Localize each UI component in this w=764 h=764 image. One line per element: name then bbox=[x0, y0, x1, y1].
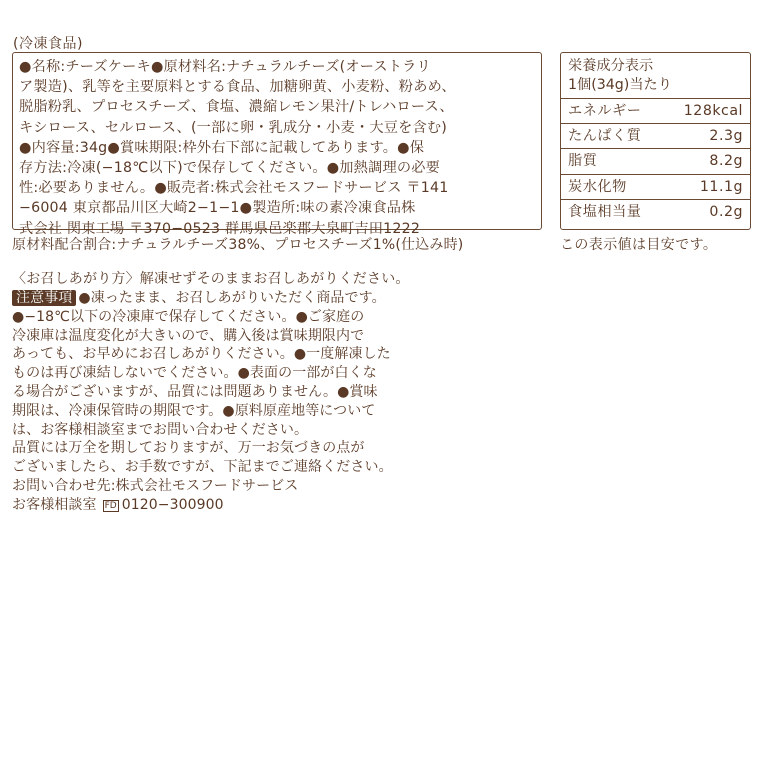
consultation-line bbox=[12, 496, 422, 515]
caution-line: は、お客様相談室までお問い合わせください。 bbox=[12, 421, 309, 438]
label-line: 式会社 関東工場 〒370−0523 群馬県邑楽郡大泉町吉田1222 bbox=[19, 220, 421, 237]
caution-line: ●−18℃以下の冷凍庫で保存してください。●ご家庭の bbox=[12, 308, 365, 325]
label-line: キシロース、セルロース、(一部に卵・乳成分・小麦・大豆を含む) bbox=[19, 119, 447, 136]
ingredient-ratio: 原材料配合割合:ナチュラルチーズ38%、プロセスチーズ1%(仕込み時) bbox=[12, 237, 464, 253]
nutrition-name: たんぱく質 bbox=[568, 128, 642, 145]
caution-first-line bbox=[12, 289, 422, 308]
label-line: ア製造)、乳等を主要原料とする食品、加糖卵黄、小麦粉、粉あめ、 bbox=[19, 79, 456, 96]
nutrition-value: 11.1g bbox=[699, 178, 743, 195]
label-line: ●内容量:34g●賞味期限:枠外右下部に記載してあります。●保 bbox=[19, 139, 425, 156]
nutrition-name: 脂質 bbox=[568, 153, 598, 170]
caution-line: る場合がございますが、品質には問題ありません。●賞味 bbox=[12, 383, 378, 400]
nutrition-header bbox=[561, 53, 750, 99]
product-label-box bbox=[12, 52, 542, 237]
nutrition-value: 128kcal bbox=[683, 103, 743, 119]
caution-line: 品質には万全を期しておりますが、万一お気づきの点が bbox=[12, 440, 365, 457]
nutrition-name: 食塩相当量 bbox=[568, 203, 642, 220]
nutrition-row-carbs bbox=[561, 175, 750, 200]
nutrition-value: 2.3g bbox=[709, 128, 743, 145]
caution-badge: 注意事項 bbox=[12, 290, 76, 306]
nutrition-name: 炭水化物 bbox=[568, 178, 627, 195]
nutrition-row-salt bbox=[561, 200, 750, 224]
caution-line: ものは再び凍結しないでください。●表面の一部が白くな bbox=[12, 365, 377, 382]
consult-label: お客様相談室 bbox=[12, 496, 97, 513]
phone-number: 0120−300900 bbox=[121, 496, 224, 513]
nutrition-row-protein bbox=[561, 124, 750, 149]
caution-line: 冷凍庫は温度変化が大きいので、購入後は賞味期限内で bbox=[12, 327, 365, 344]
freedial-icon: FD bbox=[104, 500, 117, 511]
label-line: 性:必要ありません。●販売者:株式会社モスフードサービス 〒141 bbox=[19, 180, 449, 197]
nutrition-serving: 1個(34g)当たり bbox=[568, 77, 672, 93]
nutrition-guide-note: この表示値は目安です。 bbox=[560, 237, 718, 253]
caution-line: お問い合わせ先:株式会社モスフードサービス bbox=[12, 477, 299, 494]
preparation-instructions: 〈お召しあがり方〉解凍せずそのままお召しあがりください。 bbox=[12, 271, 410, 287]
nutrition-row-fat bbox=[561, 149, 750, 174]
nutrition-name: エネルギー bbox=[568, 103, 642, 119]
nutrition-value: 0.2g bbox=[709, 203, 743, 220]
nutrition-table bbox=[560, 52, 751, 230]
nutrition-value: 8.2g bbox=[709, 153, 743, 170]
caution-text: ●凍ったまま、お召しあがりいただく商品です。 bbox=[78, 290, 386, 306]
caution-line: 期限は、冷凍保管時の期限です。●原料原産地等について bbox=[12, 402, 376, 419]
caution-line: あっても、お早めにお召しあがりください。●一度解凍した bbox=[12, 346, 391, 363]
label-line: 脱脂粉乳、プロセスチーズ、食塩、濃縮レモン果汁/トレハロース、 bbox=[19, 99, 454, 116]
label-line: 存方法:冷凍(−18℃以下)で保存してください。●加熱調理の必要 bbox=[19, 160, 441, 177]
label-line: ●名称:チーズケーキ●原材料名:ナチュラルチーズ(オーストラリ bbox=[19, 59, 431, 75]
nutrition-row-energy bbox=[561, 99, 750, 124]
category-label: (冷凍食品) bbox=[13, 36, 83, 52]
nutrition-title: 栄養成分表示 bbox=[568, 58, 654, 74]
caution-section bbox=[12, 289, 422, 515]
caution-line: ございましたら、お手数ですが、下記までご連絡ください。 bbox=[12, 459, 393, 476]
label-line: −6004 東京都品川区大崎2−1−1●製造所:味の素冷凍食品株 bbox=[19, 200, 416, 217]
